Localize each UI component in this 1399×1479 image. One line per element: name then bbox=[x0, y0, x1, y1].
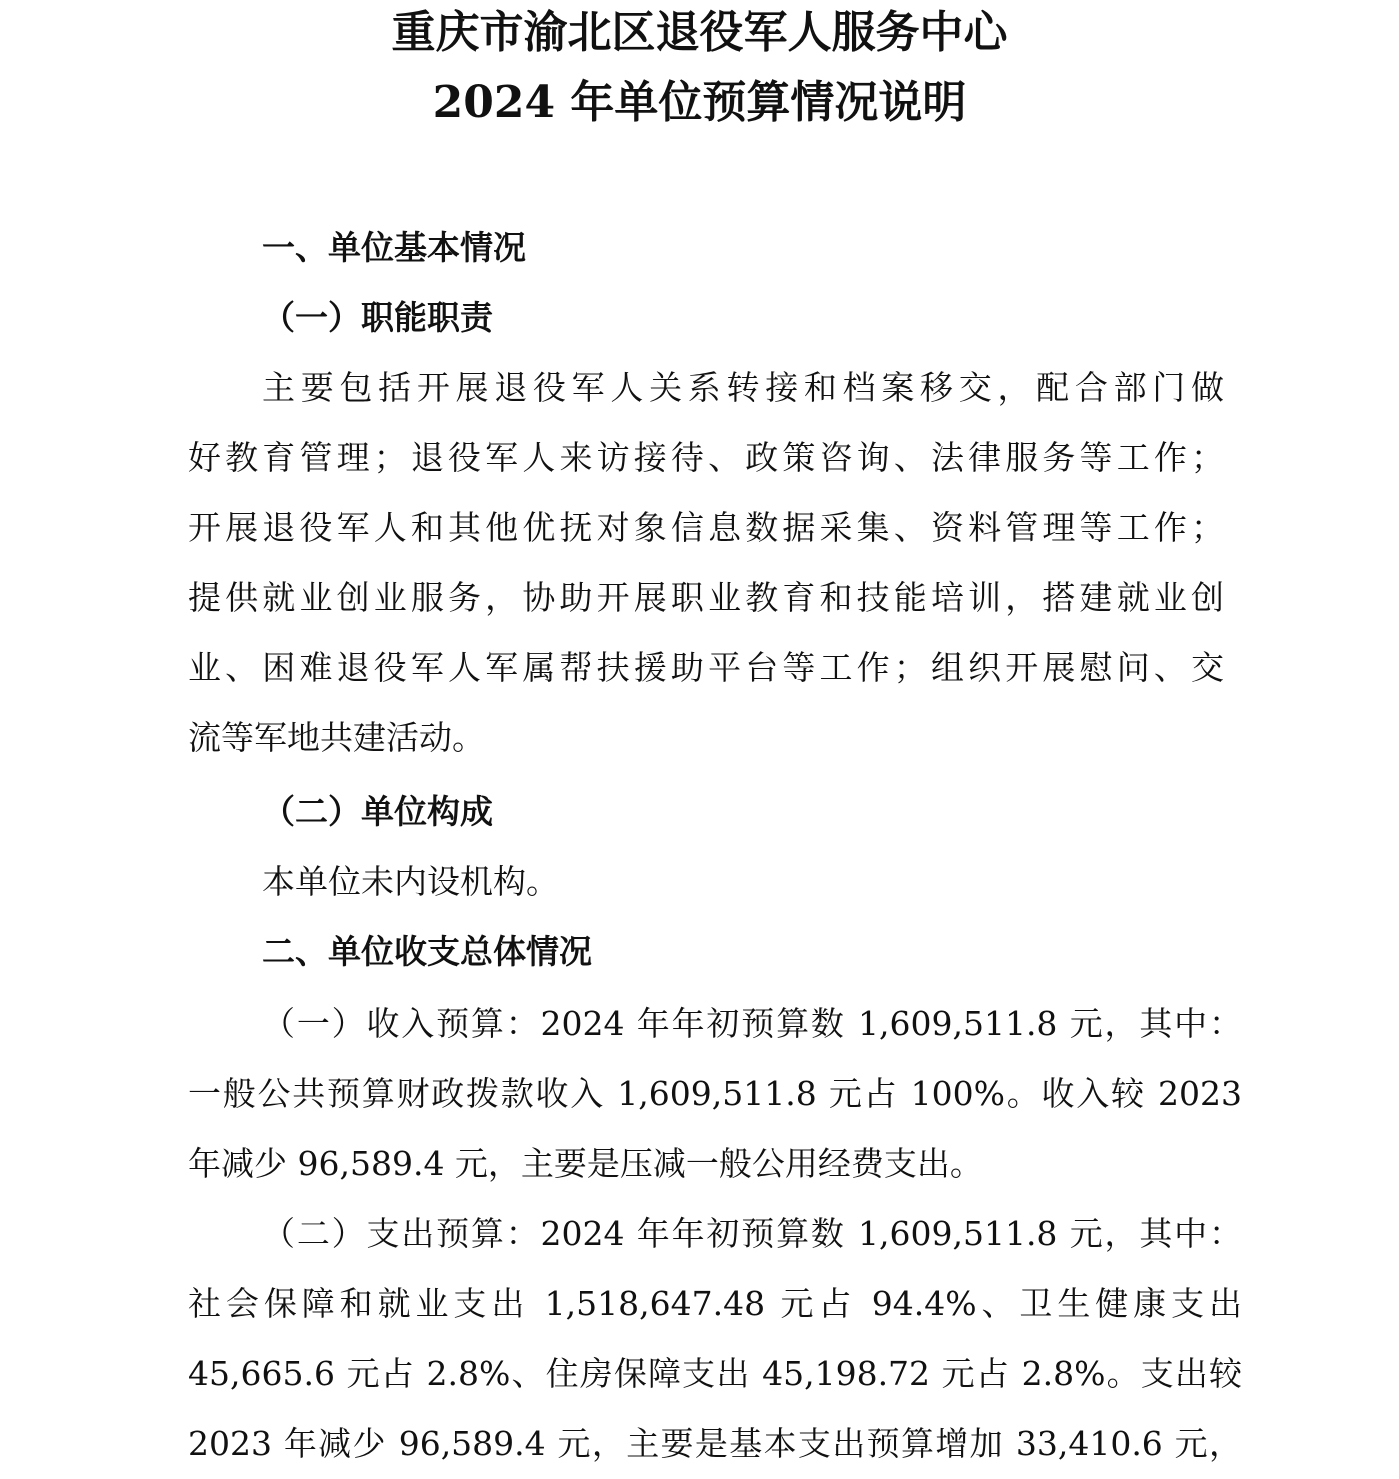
income-paragraph bbox=[188, 989, 1242, 1199]
duties-paragraph bbox=[188, 353, 1224, 773]
document-title-line1: 重庆市渝北区退役军人服务中心 bbox=[391, 7, 1008, 58]
document-title-line2: 2024 年单位预算情况说明 bbox=[432, 77, 967, 128]
structure-text: 本单位未内设机构。 bbox=[262, 862, 559, 901]
paragraph-line: 业、困难退役军人军属帮扶援助平台等工作；组织开展慰问、交 bbox=[188, 648, 1224, 687]
paragraph-line: 社会保障和就业支出 1,518,647.48 元占 94.4%、卫生健康支出 bbox=[188, 1284, 1242, 1323]
paragraph-line: 流等军地共建活动。 bbox=[188, 718, 485, 757]
paragraph-line: 开展退役军人和其他优抚对象信息数据采集、资料管理等工作； bbox=[188, 508, 1224, 547]
paragraph-line: 年减少 96,589.4 元，主要是压减一般公用经费支出。 bbox=[188, 1144, 983, 1183]
expense-paragraph bbox=[188, 1199, 1242, 1479]
paragraph-line: 提供就业创业服务，协助开展职业教育和技能培训，搭建就业创 bbox=[188, 578, 1224, 617]
section1-heading: 一、单位基本情况 bbox=[262, 228, 526, 267]
paragraph-line: 好教育管理；退役军人来访接待、政策咨询、法律服务等工作； bbox=[188, 438, 1224, 477]
paragraph-line: 主要包括开展退役军人关系转接和档案移交，配合部门做 bbox=[262, 368, 1224, 407]
paragraph-line: 一般公共预算财政拨款收入 1,609,511.8 元占 100%。收入较 2023 bbox=[188, 1074, 1242, 1113]
paragraph-line: （一）收入预算：2024 年年初预算数 1,609,511.8 元，其中： bbox=[262, 1004, 1242, 1043]
paragraph-line: 2023 年减少 96,589.4 元，主要是基本支出预算增加 33,410.6 元， bbox=[188, 1424, 1242, 1463]
paragraph-line: 45,665.6 元占 2.8%、住房保障支出 45,198.72 元占 2.8%。支出较 bbox=[188, 1354, 1242, 1393]
section2-heading: 二、单位收支总体情况 bbox=[262, 932, 592, 971]
section1-sub1-heading: （一）职能职责 bbox=[262, 298, 493, 337]
section1-sub2-heading: （二）单位构成 bbox=[262, 792, 493, 831]
paragraph-line: （二）支出预算：2024 年年初预算数 1,609,511.8 元，其中： bbox=[262, 1214, 1242, 1253]
